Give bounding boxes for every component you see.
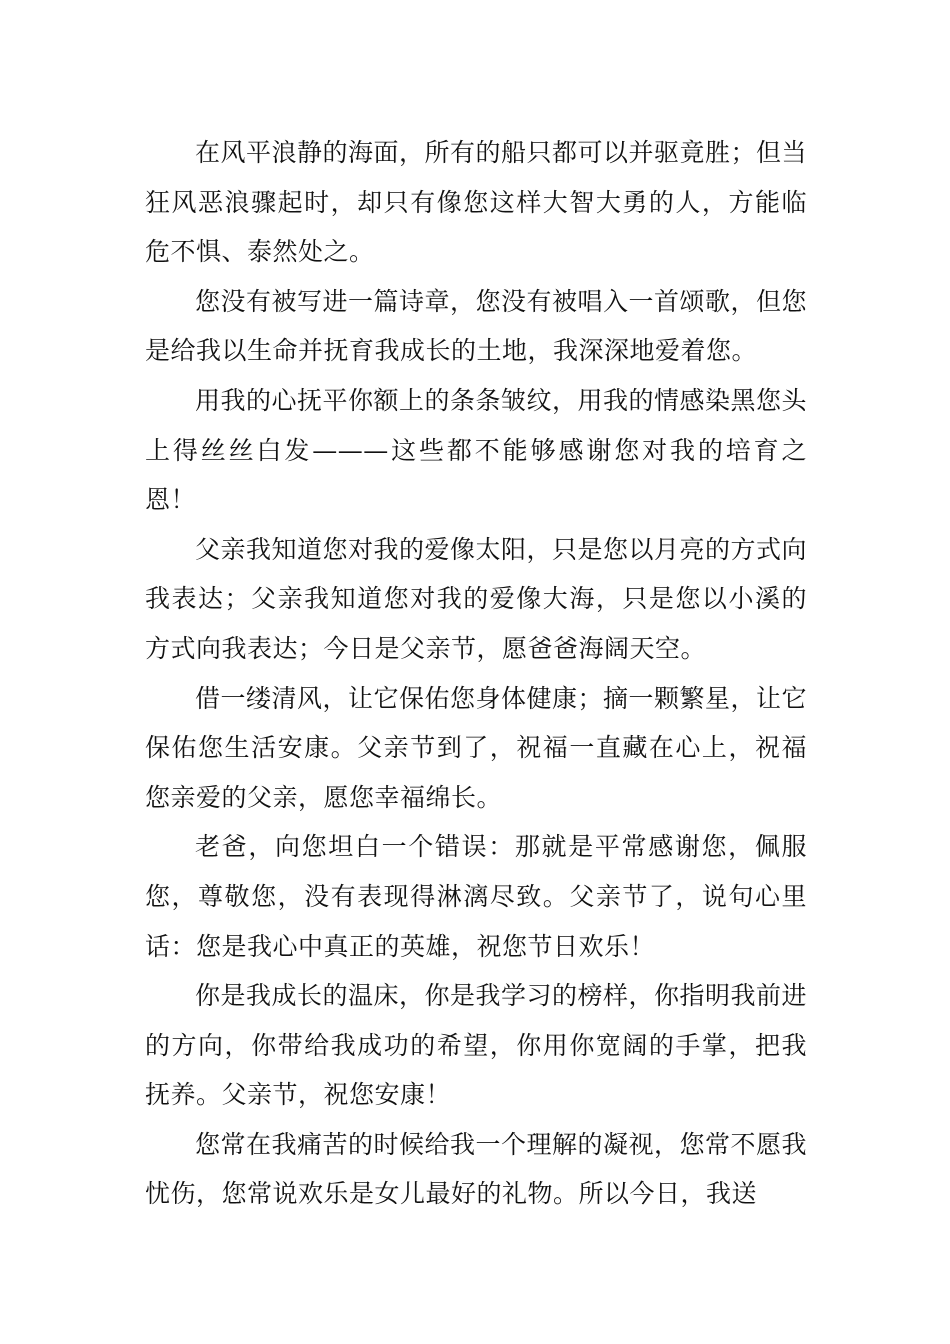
document-body [145, 128, 807, 1219]
paragraph-8: 您常在我痛苦的时候给我一个理解的凝视，您常不愿我忧伤，您常说欢乐是女儿最好的礼物。所以今日，我送 [145, 1129, 808, 1209]
paragraph-3: 用我的心抚平你额上的条条皱纹，用我的情感染黑您头上得丝丝白发———这些都不能够感谢您对我的培育之恩！ [145, 385, 808, 515]
paragraph-7: 你是我成长的温床，你是我学习的榜样，你指明我前进的方向，你带给我成功的希望，你用你宽阔的手掌，把我抚养。父亲节，祝您安康！ [145, 981, 808, 1110]
paragraph-2: 您没有被写进一篇诗章，您没有被唱入一首颂歌，但您是给我以生命并抚育我成长的土地，我深深地爱着您。 [145, 286, 808, 366]
paragraph-1: 在风平浪静的海面，所有的船只都可以并驱竟胜；但当狂风恶浪骤起时，却只有像您这样大智大勇的人，方能临危不惧、泰然处之。 [145, 138, 808, 267]
paragraph-4: 父亲我知道您对我的爱像太阳，只是您以月亮的方式向我表达；父亲我知道您对我的爱像大海，只是您以小溪的方式向我表达；今日是父亲节，愿爸爸海阔天空。 [145, 534, 808, 663]
paragraph-5: 借一缕清风，让它保佑您身体健康；摘一颗繁星，让它保佑您生活安康。父亲节到了，祝福一直藏在心上，祝福您亲爱的父亲，愿您幸福绵长。 [145, 683, 808, 812]
paragraph-6: 老爸，向您坦白一个错误：那就是平常感谢您，佩服您，尊敬您，没有表现得淋漓尽致。父亲节了，说句心里话：您是我心中真正的英雄，祝您节日欢乐！ [145, 832, 807, 961]
